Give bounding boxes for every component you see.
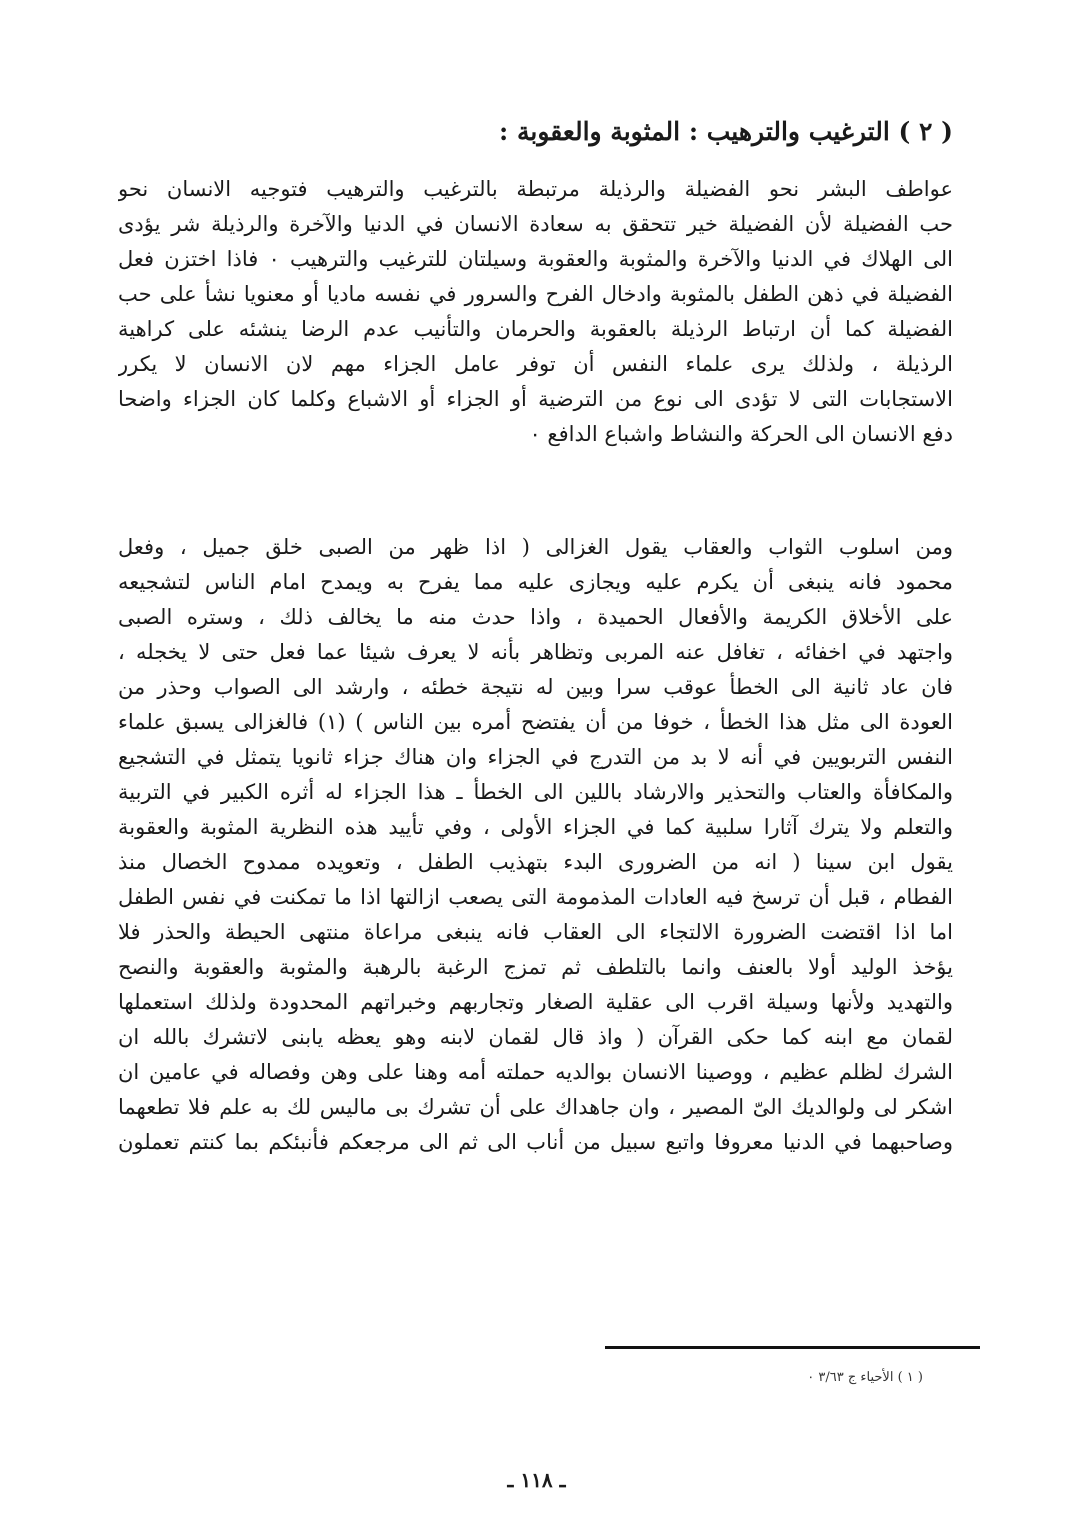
text-line: العودة الى مثل هذا الخطأ ، خوفا من أن يفتضح أمره بين الناس ) (١) فالغزالى يسبق علماء bbox=[118, 710, 953, 734]
section-heading: ( ٢ ) الترغيب والترهيب : المثوبة والعقوبة : bbox=[499, 117, 953, 146]
text-line: حب الفضيلة لأن الفضيلة خير تتحقق به سعادة الانسان في الدنيا والآخرة والرذيلة شر يؤدى bbox=[118, 212, 953, 236]
text-line: الفطام ، قبل أن ترسخ فيه العادات المذمومة التى يصعب ازالتها اذا ما تمكنت في نفس الطفل bbox=[118, 885, 953, 909]
text-line: اما اذا اقتضت الضرورة الالتجاء الى العقاب فانه ينبغى مراعاة منتهى الحيطة والحذر فلا bbox=[118, 920, 953, 944]
text-line: لقمان مع ابنه كما حكى القرآن ( واذ قال لقمان لابنه وهو يعظه يابنى لاتشرك بالله ان bbox=[118, 1025, 953, 1049]
text-line: الرذيلة ، ولذلك يرى علماء النفس أن توفر عامل الجزاء مهم لان الانسان لا يكرر bbox=[118, 352, 953, 376]
text-line: ومن اسلوب الثواب والعقاب يقول الغزالى ( اذا ظهر من الصبى خلق جميل ، وفعل bbox=[118, 535, 953, 559]
text-line: واجتهد في اخفائه ، تغافل عنه المربى وتظاهر بأنه لا يعرف شيئا عما فعل حتى لا يخجله ، bbox=[118, 640, 953, 664]
paragraph-2 bbox=[118, 530, 953, 1160]
text-line: الفضيلة في ذهن الطفل بالمثوبة وادخال الفرح والسرور في نفسه ماديا أو معنويا نشأ على حب bbox=[118, 282, 953, 306]
footnote-divider bbox=[605, 1346, 980, 1349]
paragraph-1 bbox=[118, 172, 953, 452]
text-line: الشرك لظلم عظيم ، ووصينا الانسان بوالديه حملته أمه وهنا على وهن وفصاله في عامين ان bbox=[118, 1060, 953, 1084]
text-line: دفع الانسان الى الحركة والنشاط واشباع الدافع ٠ bbox=[529, 422, 953, 446]
text-line: وصاحبهما في الدنيا معروفا واتبع سبيل من أناب الى ثم الى مرجعكم فأنبئكم بما كنتم تعملون bbox=[118, 1130, 953, 1154]
text-line: محمود فانه ينبغى أن يكرم عليه ويجازى عليه مما يفرح به ويمدح امام الناس لتشجيعه bbox=[118, 570, 953, 594]
text-line: والتعلم ولا يترك آثارا سلبية كما في الجزاء الأولى ، وفي تأييد هذه النظرية المثوبة والعقوبة bbox=[118, 815, 953, 839]
text-line: اشكر لى ولوالديك الىّ المصير ، وان جاهداك على أن تشرك بى ماليس لك به علم فلا تطعهما bbox=[118, 1095, 953, 1119]
text-line: يؤخذ الوليد أولا بالعنف وانما بالتلطف ثم تمزج الرغبة بالرهبة والمثوبة والعقوبة والنصح bbox=[118, 955, 953, 979]
text-line: والتهديد ولأنها وسيلة اقرب الى عقلية الصغار وتجاربهم وخبراتهم المحدودة ولذلك استعملها bbox=[118, 990, 953, 1014]
text-line: عواطف البشر نحو الفضيلة والرذيلة مرتبطة بالترغيب والترهيب فتوجيه الانسان نحو bbox=[118, 177, 953, 201]
text-line: يقول ابن سينا ( انه من الضرورى البدء بتهذيب الطفل ، وتعويده ممدوح الخصال منذ bbox=[118, 850, 953, 874]
text-line: الفضيلة كما أن ارتباط الرذيلة بالعقوبة والحرمان والتأنيب عدم الرضا ينشئه على كراهية bbox=[118, 317, 953, 341]
text-line: والمكافأة والعتاب والتحذير والارشاد باللين الى الخطأ ـ هذا الجزاء له أثره الكبير في التربية bbox=[118, 780, 953, 804]
text-line: فان عاد ثانية الى الخطأ عوقب سرا وبين له نتيجة خطئه ، وارشد الى الصواب وحذر من bbox=[118, 675, 953, 699]
footnote: ( ١ ) الأحياء ج ٣/٦٣ ٠ bbox=[807, 1370, 923, 1385]
text-line: النفس التربويين في أنه لا بد من التدرج في الجزاء وان هناك جزاء ثانويا يتمثل في التشجيع bbox=[118, 745, 953, 769]
page-number: ـ ١١٨ ـ bbox=[507, 1468, 566, 1492]
text-line: الى الهلاك في الدنيا والآخرة والمثوبة والعقوبة وسيلتان للترغيب والترهيب ٠ فاذا اختزن فعل bbox=[118, 247, 953, 271]
text-line: الاستجابات التى لا تؤدى الى نوع من الترضية أو الجزاء أو الاشباع وكلما كان الجزاء واضحا bbox=[118, 387, 953, 411]
text-line: على الأخلاق الكريمة والأفعال الحميدة ، واذا حدث منه ما يخالف ذلك ، وستره الصبى bbox=[118, 605, 953, 629]
